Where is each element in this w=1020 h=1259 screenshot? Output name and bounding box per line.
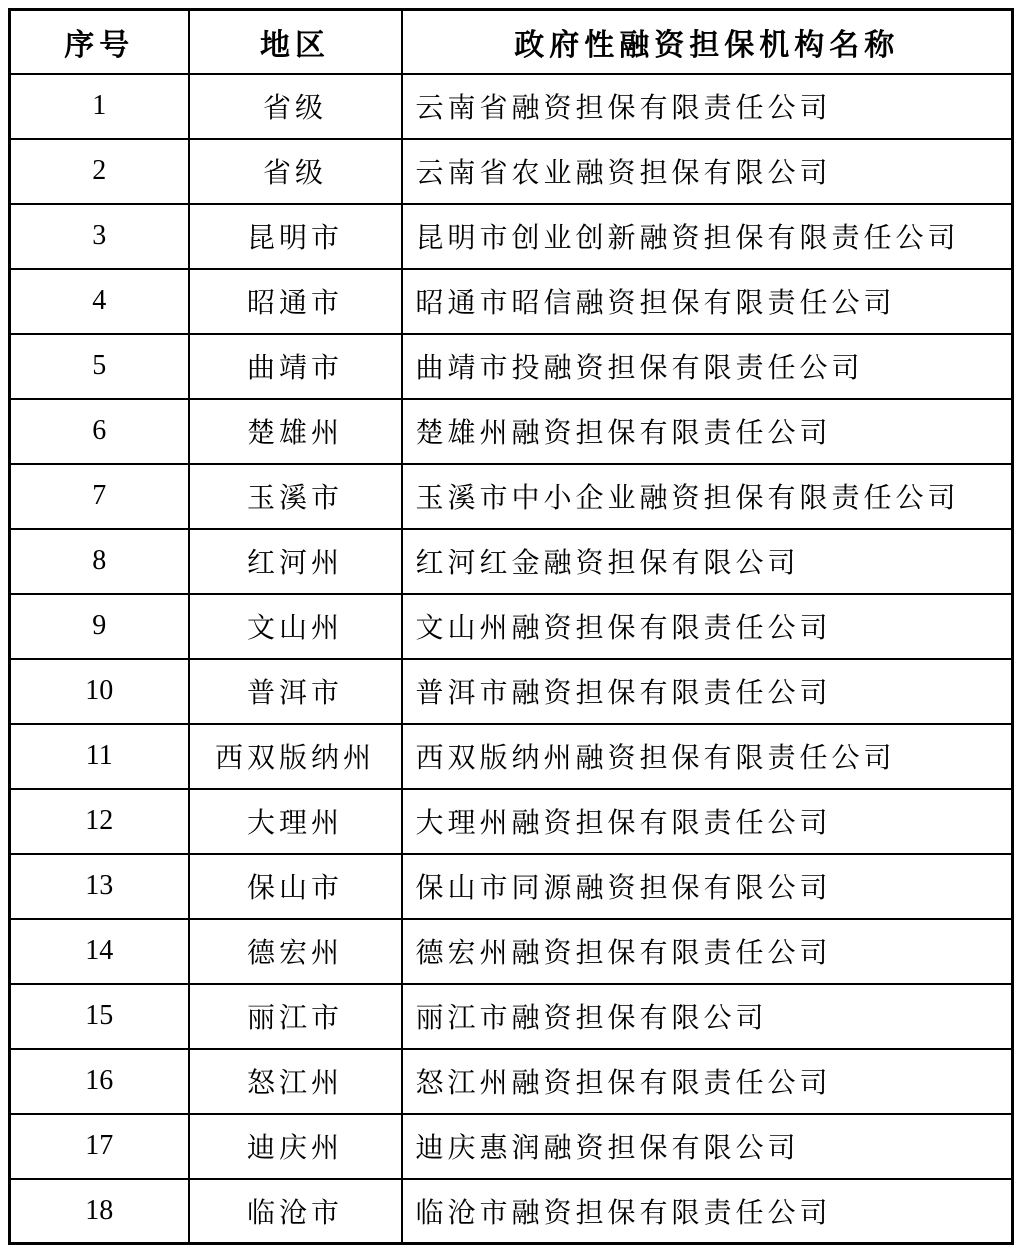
table-header bbox=[10, 10, 1013, 74]
table-row bbox=[10, 854, 1013, 919]
cell-index: 4 bbox=[10, 269, 189, 334]
cell-index: 14 bbox=[10, 919, 189, 984]
cell-org-name: 云南省融资担保有限责任公司 bbox=[402, 74, 1013, 139]
cell-region: 曲靖市 bbox=[189, 334, 402, 399]
table-row bbox=[10, 1114, 1013, 1179]
table-row bbox=[10, 399, 1013, 464]
table-row bbox=[10, 984, 1013, 1049]
cell-region: 迪庆州 bbox=[189, 1114, 402, 1179]
cell-org-name: 云南省农业融资担保有限公司 bbox=[402, 139, 1013, 204]
table-row bbox=[10, 334, 1013, 399]
cell-region: 普洱市 bbox=[189, 659, 402, 724]
cell-region: 红河州 bbox=[189, 529, 402, 594]
column-header-region: 地区 bbox=[189, 10, 402, 74]
cell-index: 2 bbox=[10, 139, 189, 204]
cell-index: 18 bbox=[10, 1179, 189, 1244]
table-row bbox=[10, 724, 1013, 789]
table-row bbox=[10, 74, 1013, 139]
cell-region: 大理州 bbox=[189, 789, 402, 854]
cell-index: 13 bbox=[10, 854, 189, 919]
cell-region: 昆明市 bbox=[189, 204, 402, 269]
cell-org-name: 保山市同源融资担保有限公司 bbox=[402, 854, 1013, 919]
cell-index: 9 bbox=[10, 594, 189, 659]
cell-org-name: 德宏州融资担保有限责任公司 bbox=[402, 919, 1013, 984]
cell-index: 7 bbox=[10, 464, 189, 529]
table-row bbox=[10, 269, 1013, 334]
cell-region: 昭通市 bbox=[189, 269, 402, 334]
table-row bbox=[10, 139, 1013, 204]
cell-region: 保山市 bbox=[189, 854, 402, 919]
cell-region: 临沧市 bbox=[189, 1179, 402, 1244]
cell-org-name: 迪庆惠润融资担保有限公司 bbox=[402, 1114, 1013, 1179]
table-body bbox=[10, 74, 1013, 1244]
cell-region: 怒江州 bbox=[189, 1049, 402, 1114]
cell-index: 10 bbox=[10, 659, 189, 724]
cell-region: 文山州 bbox=[189, 594, 402, 659]
cell-region: 玉溪市 bbox=[189, 464, 402, 529]
cell-region: 丽江市 bbox=[189, 984, 402, 1049]
guarantee-institutions-table bbox=[8, 8, 1014, 1245]
cell-org-name: 怒江州融资担保有限责任公司 bbox=[402, 1049, 1013, 1114]
table-row bbox=[10, 789, 1013, 854]
cell-region: 楚雄州 bbox=[189, 399, 402, 464]
cell-org-name: 昭通市昭信融资担保有限责任公司 bbox=[402, 269, 1013, 334]
cell-index: 16 bbox=[10, 1049, 189, 1114]
table-row bbox=[10, 529, 1013, 594]
cell-region: 省级 bbox=[189, 139, 402, 204]
table-row bbox=[10, 659, 1013, 724]
table-row bbox=[10, 1179, 1013, 1244]
table-row bbox=[10, 464, 1013, 529]
cell-index: 17 bbox=[10, 1114, 189, 1179]
table-row bbox=[10, 1049, 1013, 1114]
cell-org-name: 临沧市融资担保有限责任公司 bbox=[402, 1179, 1013, 1244]
cell-org-name: 普洱市融资担保有限责任公司 bbox=[402, 659, 1013, 724]
cell-org-name: 楚雄州融资担保有限责任公司 bbox=[402, 399, 1013, 464]
cell-org-name: 曲靖市投融资担保有限责任公司 bbox=[402, 334, 1013, 399]
cell-index: 11 bbox=[10, 724, 189, 789]
cell-index: 6 bbox=[10, 399, 189, 464]
table-row bbox=[10, 594, 1013, 659]
cell-org-name: 红河红金融资担保有限公司 bbox=[402, 529, 1013, 594]
cell-index: 12 bbox=[10, 789, 189, 854]
table-row bbox=[10, 919, 1013, 984]
cell-region: 德宏州 bbox=[189, 919, 402, 984]
cell-org-name: 玉溪市中小企业融资担保有限责任公司 bbox=[402, 464, 1013, 529]
cell-org-name: 西双版纳州融资担保有限责任公司 bbox=[402, 724, 1013, 789]
cell-org-name: 昆明市创业创新融资担保有限责任公司 bbox=[402, 204, 1013, 269]
cell-index: 1 bbox=[10, 74, 189, 139]
cell-index: 8 bbox=[10, 529, 189, 594]
cell-index: 15 bbox=[10, 984, 189, 1049]
cell-region: 省级 bbox=[189, 74, 402, 139]
cell-org-name: 文山州融资担保有限责任公司 bbox=[402, 594, 1013, 659]
cell-region: 西双版纳州 bbox=[189, 724, 402, 789]
column-header-org-name: 政府性融资担保机构名称 bbox=[402, 10, 1013, 74]
table-header-row bbox=[10, 10, 1013, 74]
cell-org-name: 大理州融资担保有限责任公司 bbox=[402, 789, 1013, 854]
cell-index: 3 bbox=[10, 204, 189, 269]
cell-org-name: 丽江市融资担保有限公司 bbox=[402, 984, 1013, 1049]
column-header-index: 序号 bbox=[10, 10, 189, 74]
cell-index: 5 bbox=[10, 334, 189, 399]
table-row bbox=[10, 204, 1013, 269]
